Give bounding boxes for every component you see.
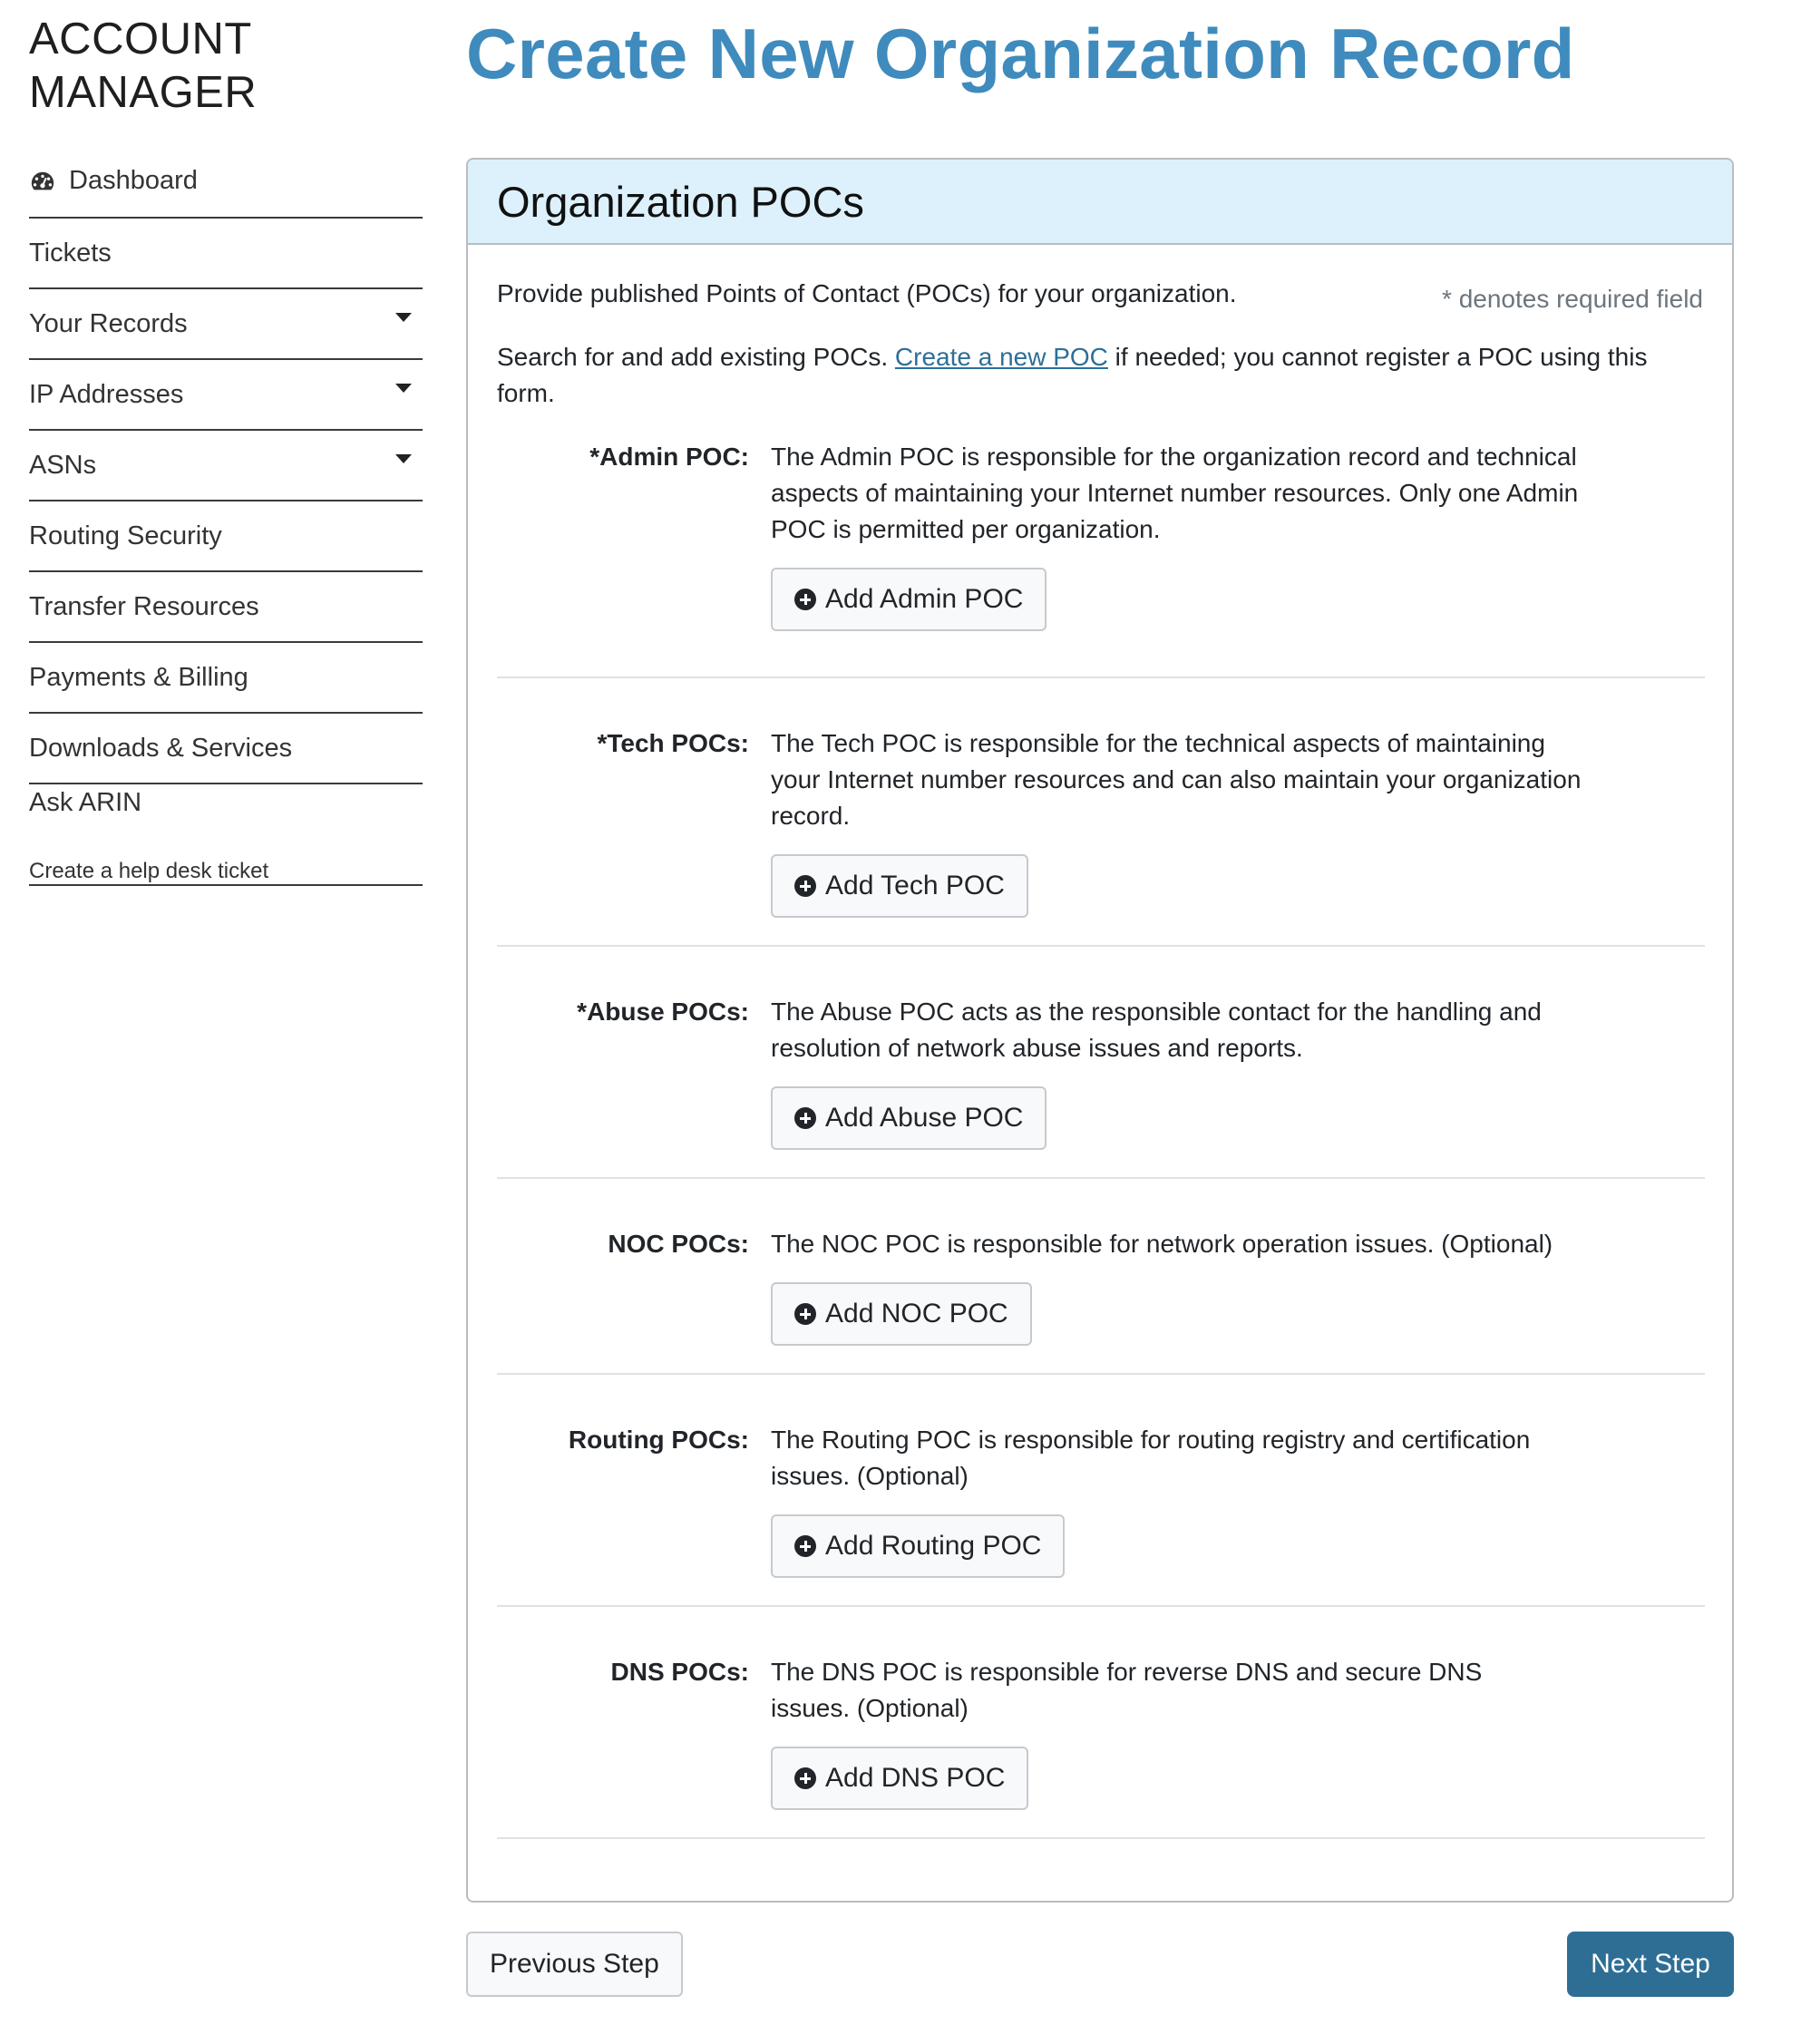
poc-label: *Tech POCs: <box>597 729 749 757</box>
poc-section-dns <box>497 1607 1705 1839</box>
sidebar-item-label: Dashboard <box>69 166 198 195</box>
plus-circle-icon <box>794 1303 816 1325</box>
dashboard-icon <box>29 168 56 195</box>
sidebar-item-sublabel: Create a help desk ticket <box>29 859 269 883</box>
button-label: Add Admin POC <box>825 584 1024 614</box>
app-title <box>29 0 423 120</box>
poc-description: The DNS POC is responsible for reverse DNS and secure DNS issues. (Optional) <box>771 1658 1483 1722</box>
poc-content <box>771 725 1705 945</box>
add-abuse-poc-button[interactable] <box>771 1086 1047 1150</box>
poc-content <box>771 1422 1705 1605</box>
plus-circle-icon <box>794 1535 816 1557</box>
sidebar-item-label: Tickets <box>29 238 112 268</box>
organization-pocs-card <box>466 158 1734 1903</box>
sidebar-item-label: IP Addresses <box>29 379 184 409</box>
poc-description: The Admin POC is responsible for the organization record and technical aspects of maintaining your Internet number resources. Only one Admin POC is permitted per organization. <box>771 443 1579 543</box>
sidebar-item-dashboard[interactable] <box>29 152 423 219</box>
search-instructions <box>497 339 1712 412</box>
required-field-note: * denotes required field <box>1442 285 1703 313</box>
sidebar-nav <box>29 152 423 886</box>
poc-section-noc <box>497 1179 1705 1375</box>
add-dns-poc-button[interactable] <box>771 1747 1028 1810</box>
caret-down-icon <box>395 454 412 463</box>
poc-label: *Admin POC: <box>589 443 749 471</box>
sidebar-item-asns[interactable] <box>29 431 423 501</box>
sidebar-item-label: ASNs <box>29 450 97 480</box>
plus-circle-icon <box>794 1767 816 1789</box>
sidebar-item-routing-security[interactable] <box>29 501 423 572</box>
poc-section-admin <box>497 412 1705 678</box>
previous-step-button[interactable]: Previous Step <box>466 1932 683 1997</box>
poc-label: *Abuse POCs: <box>577 998 749 1026</box>
add-admin-poc-button[interactable] <box>771 568 1047 631</box>
sidebar-item-ask-arin[interactable] <box>29 784 423 886</box>
add-noc-poc-button[interactable] <box>771 1282 1032 1346</box>
poc-section-tech <box>497 678 1705 947</box>
sidebar-item-tickets[interactable] <box>29 219 423 289</box>
sidebar-item-label: Payments & Billing <box>29 662 248 692</box>
poc-content <box>771 1654 1705 1837</box>
card-title: Organization POCs <box>497 177 864 226</box>
add-routing-poc-button[interactable] <box>771 1514 1065 1578</box>
poc-label: DNS POCs: <box>610 1658 749 1686</box>
button-label: Add Tech POC <box>825 871 1005 900</box>
plus-circle-icon <box>794 589 816 610</box>
poc-description: The Tech POC is responsible for the technical aspects of maintaining your Internet number resources and can also maintain your organization record. <box>771 729 1582 830</box>
search-suffix: if needed; you cannot register a POC using this form. <box>497 343 1648 407</box>
plus-circle-icon <box>794 875 816 897</box>
sidebar-item-label: Transfer Resources <box>29 591 259 621</box>
sidebar-item-label: Downloads & Services <box>29 733 293 763</box>
poc-section-abuse <box>497 947 1705 1179</box>
card-body <box>468 245 1732 1839</box>
sidebar <box>29 0 423 886</box>
search-prefix: Search for and add existing POCs. <box>497 343 895 371</box>
button-label: Add DNS POC <box>825 1763 1006 1793</box>
intro-row <box>497 245 1703 314</box>
button-label: Add NOC POC <box>825 1299 1008 1329</box>
poc-description: The NOC POC is responsible for network operation issues. (Optional) <box>771 1230 1553 1258</box>
sidebar-item-your-records[interactable] <box>29 289 423 360</box>
sidebar-item-label: Your Records <box>29 308 188 338</box>
button-label: Add Routing POC <box>825 1531 1042 1561</box>
sidebar-item-downloads-services[interactable] <box>29 714 423 784</box>
caret-down-icon <box>395 313 412 322</box>
poc-section-routing <box>497 1375 1705 1607</box>
next-step-button[interactable]: Next Step <box>1567 1932 1734 1997</box>
caret-down-icon <box>395 384 412 393</box>
button-label: Add Abuse POC <box>825 1103 1024 1133</box>
app-title-line2: MANAGER <box>29 68 258 117</box>
sidebar-item-label: Ask ARIN <box>29 788 142 817</box>
plus-circle-icon <box>794 1107 816 1129</box>
add-tech-poc-button[interactable] <box>771 854 1028 918</box>
sidebar-item-ip-addresses[interactable] <box>29 360 423 431</box>
poc-description: The Abuse POC acts as the responsible contact for the handling and resolution of network abuse issues and reports. <box>771 998 1542 1062</box>
intro-text: Provide published Points of Contact (POCs) for your organization. <box>497 279 1237 307</box>
card-header <box>468 160 1732 245</box>
poc-label: NOC POCs: <box>608 1230 749 1258</box>
poc-content <box>771 439 1705 676</box>
poc-label: Routing POCs: <box>568 1426 749 1454</box>
create-new-poc-link[interactable]: Create a new POC <box>894 343 1108 371</box>
poc-content <box>771 1226 1705 1373</box>
sidebar-item-label: Routing Security <box>29 521 222 550</box>
poc-description: The Routing POC is responsible for routing registry and certification issues. (Optional) <box>771 1426 1531 1490</box>
sidebar-item-transfer-resources[interactable] <box>29 572 423 643</box>
poc-content <box>771 994 1705 1177</box>
page-title: Create New Organization Record <box>466 14 1575 93</box>
app-title-line1: ACCOUNT <box>29 15 252 63</box>
sidebar-item-payments-billing[interactable] <box>29 643 423 714</box>
